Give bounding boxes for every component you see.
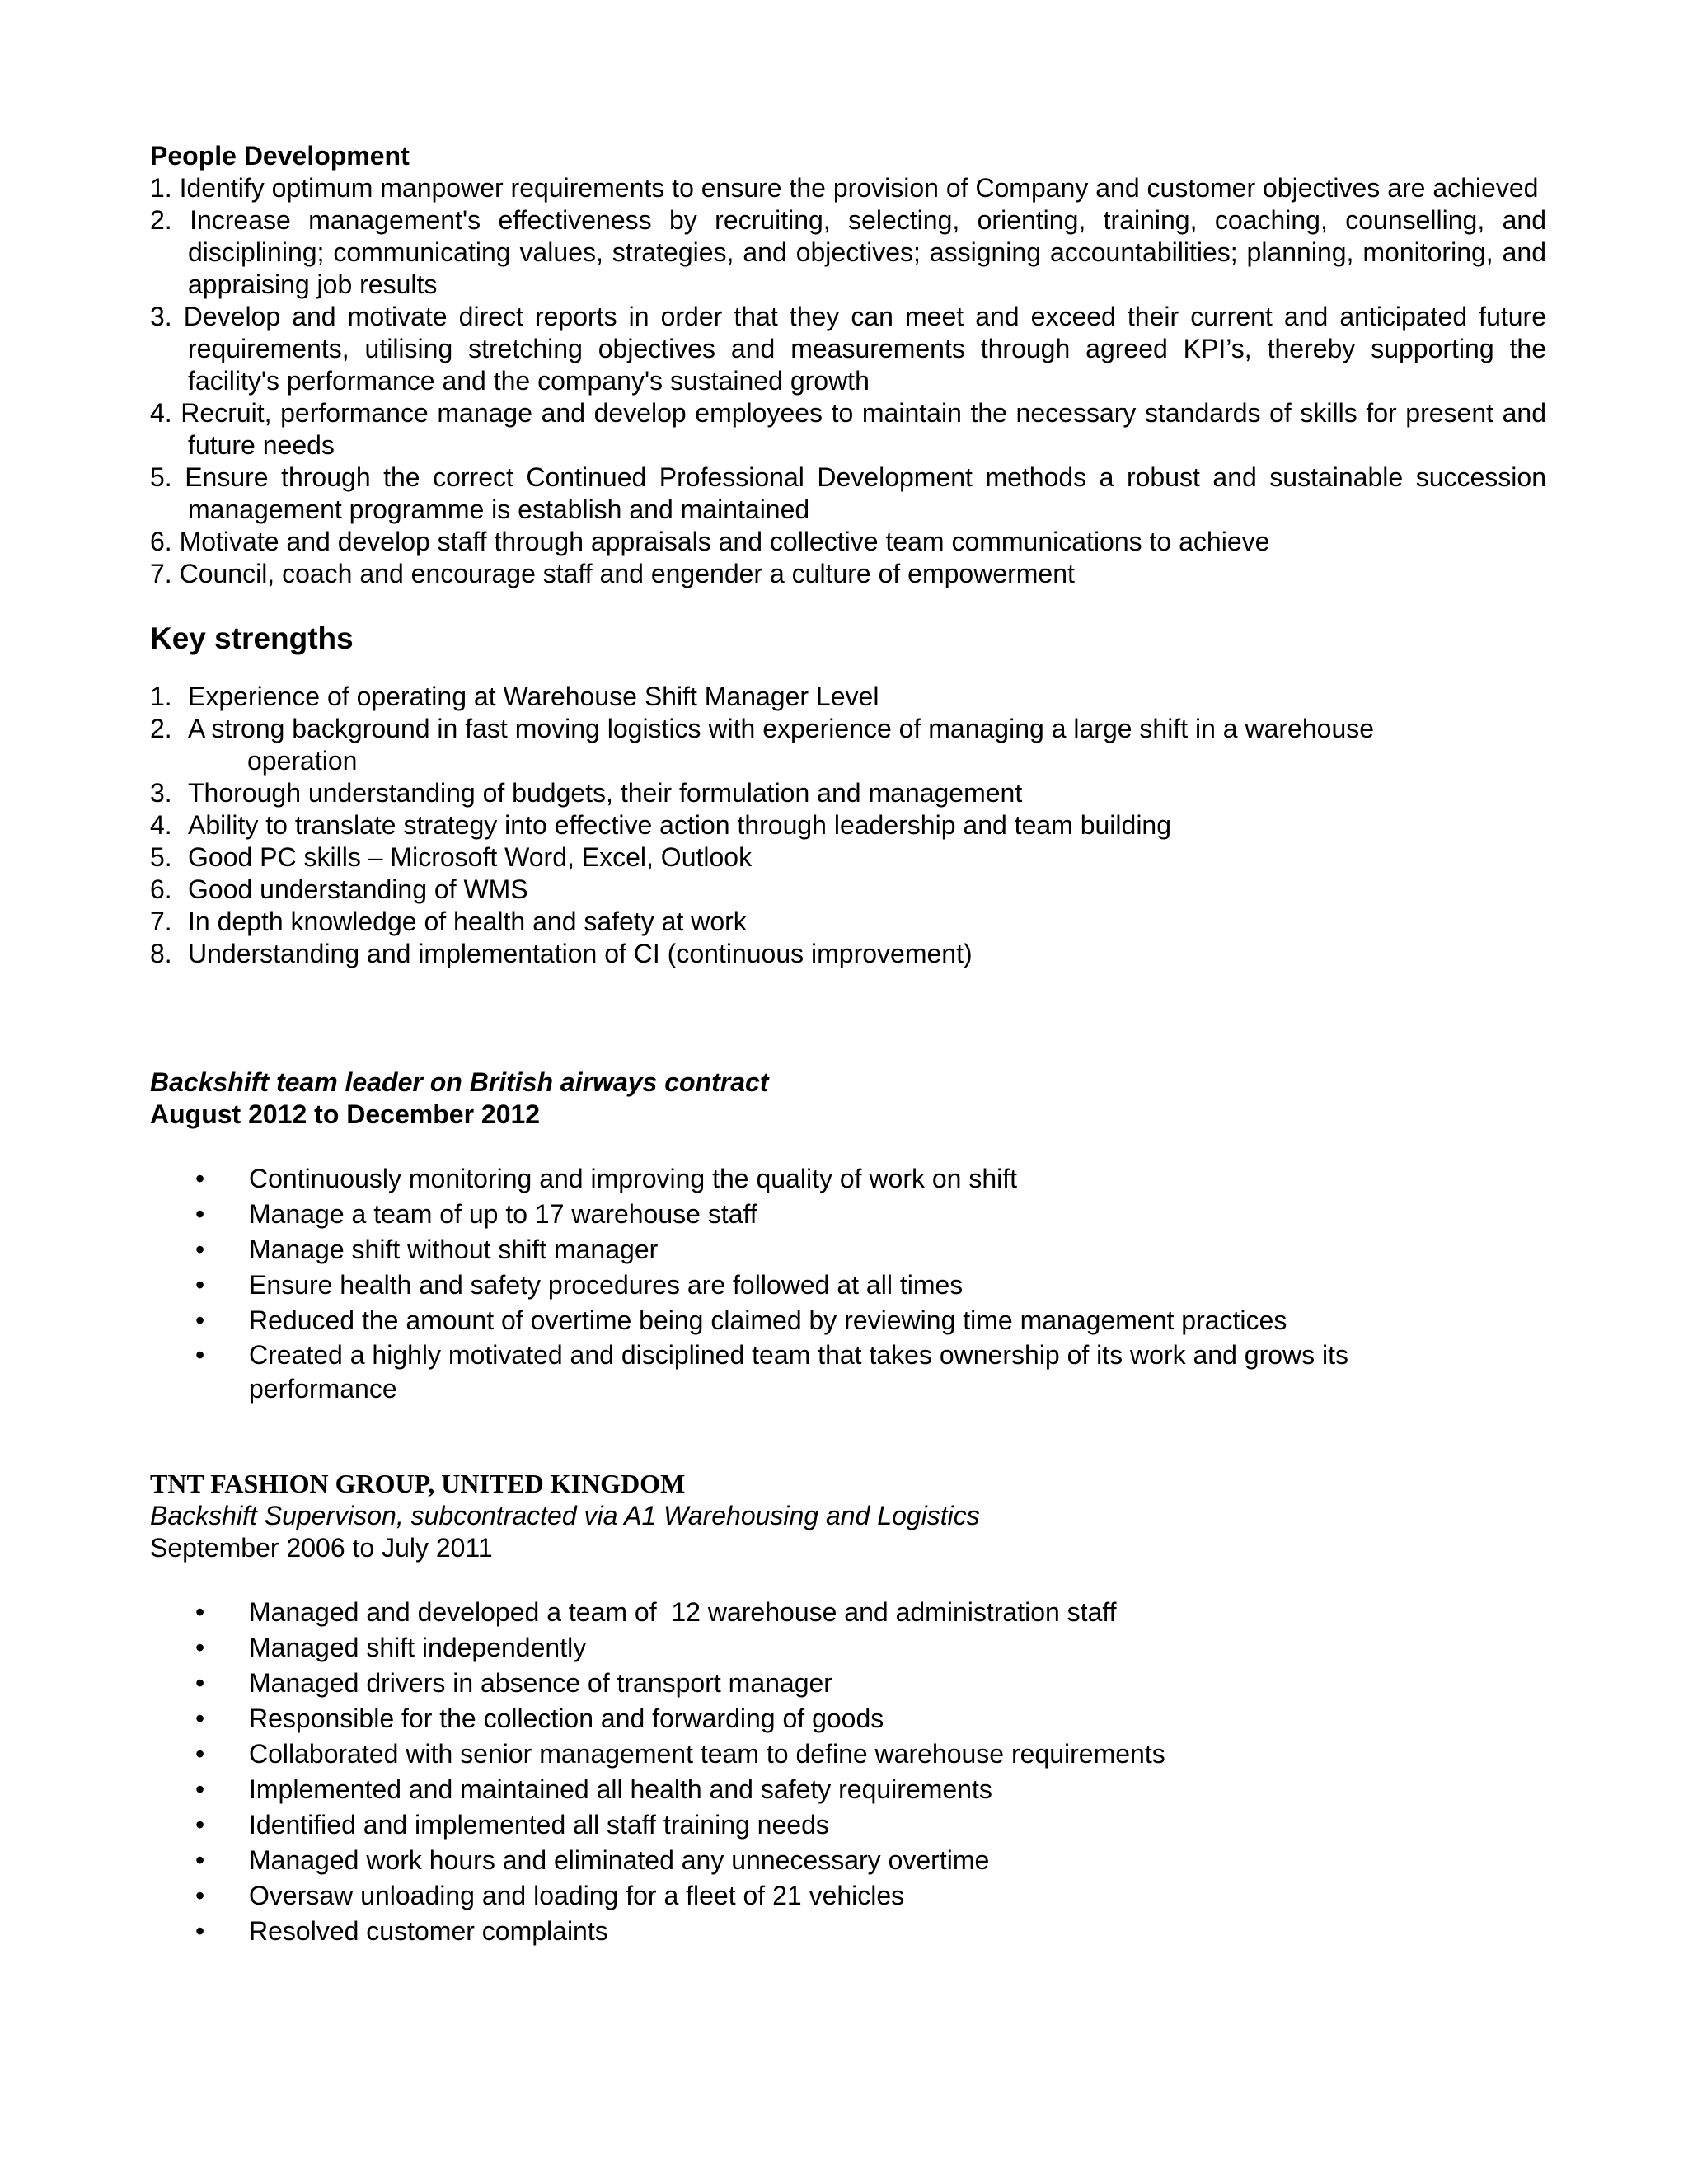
item-text: Managed shift independently xyxy=(249,1633,587,1662)
bullet-icon: • xyxy=(195,1270,205,1300)
item-number: 1. xyxy=(150,682,172,711)
list-item: 5. Ensure through the correct Continued Professional Development methods a robust and sustainable succession management programme is establish and maintained xyxy=(150,462,1546,524)
item-text: Oversaw unloading and loading for a fleet of 21 vehicles xyxy=(249,1881,905,1910)
job-dates: September 2006 to July 2011 xyxy=(150,1533,493,1563)
item-number: 5. xyxy=(150,842,172,872)
list-item xyxy=(150,1630,1546,1666)
item-text: A strong background in fast moving logistics with experience of managing a large shift in a warehouse xyxy=(188,714,1375,743)
list-item xyxy=(150,1772,1546,1807)
list-item xyxy=(150,1595,1546,1630)
job-backshift-team-leader xyxy=(150,1066,1546,1406)
bullet-icon: • xyxy=(195,1774,205,1804)
list-item: 4. Recruit, performance manage and develop employees to maintain the necessary standards of skills for present and future needs xyxy=(150,398,1546,460)
item-text: Experience of operating at Warehouse Shift Manager Level xyxy=(188,682,879,711)
item-text: Collaborated with senior management team to define warehouse requirements xyxy=(249,1739,1165,1769)
item-text: Resolved customer complaints xyxy=(249,1916,608,1946)
job-title: Backshift team leader on British airways contract xyxy=(150,1067,769,1097)
list-item xyxy=(150,841,1546,874)
item-text: Understanding and implementation of CI (continuous improvement) xyxy=(188,939,973,968)
list-item xyxy=(150,938,1546,970)
list-item xyxy=(150,1303,1546,1338)
bullet-icon: • xyxy=(195,1668,205,1698)
list-item xyxy=(150,906,1546,938)
item-text: In depth knowledge of health and safety at work xyxy=(188,907,747,936)
item-text: Identified and implemented all staff training needs xyxy=(249,1810,829,1840)
list-item xyxy=(150,1197,1546,1232)
bullet-icon: • xyxy=(195,1235,205,1264)
bullet-icon: • xyxy=(195,1597,205,1627)
bullet-icon: • xyxy=(195,1916,205,1946)
bullet-icon: • xyxy=(195,1199,205,1229)
item-text: Created a highly motivated and disciplined team that takes ownership of its work and grows its performance xyxy=(249,1340,1349,1404)
item-number: 2. xyxy=(150,714,172,743)
bullet-icon: • xyxy=(195,1340,205,1370)
bullet-icon: • xyxy=(195,1633,205,1662)
item-text: Managed drivers in absence of transport manager xyxy=(249,1668,832,1698)
item-number: 8. xyxy=(150,939,172,968)
item-number: 6. xyxy=(150,874,172,904)
item-text: Ensure health and safety procedures are followed at all times xyxy=(249,1270,964,1300)
list-item xyxy=(150,1878,1546,1914)
list-item xyxy=(150,1843,1546,1878)
bullet-icon: • xyxy=(195,1810,205,1840)
people-development-heading: People Development xyxy=(150,141,410,171)
people-development-list xyxy=(150,172,1546,590)
list-item: 3. Develop and motivate direct reports in order that they can meet and exceed their current and anticipated future requirements, utilising stretching objectives and measurements through agreed KPI’s, thereby supporting the facility's performance and the company's sustained growth xyxy=(150,302,1546,396)
job2-bullet-list xyxy=(150,1595,1546,1949)
company-name: TNT FASHION GROUP, UNITED KINGDOM xyxy=(150,1469,686,1498)
item-text: Good PC skills – Microsoft Word, Excel, Outlook xyxy=(188,842,753,872)
list-item xyxy=(150,1701,1546,1736)
item-text: Managed and developed a team of 12 warehouse and administration staff xyxy=(249,1597,1117,1627)
list-item xyxy=(150,1736,1546,1772)
item-number: 7. xyxy=(150,907,172,936)
list-item xyxy=(150,809,1546,841)
list-item: 1. Identify optimum manpower requirements to ensure the provision of Company and customer objectives are achieved xyxy=(150,173,1539,203)
list-item xyxy=(150,681,1546,713)
item-text: Continuously monitoring and improving the quality of work on shift xyxy=(249,1164,1018,1193)
list-item: 2. Increase management's effectiveness by recruiting, selecting, orienting, training, coaching, counselling, and disciplining; communicating values, strategies, and objectives; assigning accountabilities; planning, monitoring, and appraising job results xyxy=(150,205,1546,299)
list-item xyxy=(150,713,1546,777)
list-item xyxy=(150,1338,1546,1406)
job1-bullet-list xyxy=(150,1161,1546,1406)
item-text: Implemented and maintained all health and safety requirements xyxy=(249,1774,992,1804)
item-number: 3. xyxy=(150,778,172,808)
item-text: Manage shift without shift manager xyxy=(249,1235,659,1264)
job-dates: August 2012 to December 2012 xyxy=(150,1099,541,1129)
job-role: Backshift Supervison, subcontracted via A1 Warehousing and Logistics xyxy=(150,1501,980,1530)
list-item xyxy=(150,777,1546,809)
list-item xyxy=(150,1161,1546,1197)
item-text: Manage a team of up to 17 warehouse staff xyxy=(249,1199,757,1229)
job-tnt-fashion-group xyxy=(150,1468,1546,1949)
bullet-icon: • xyxy=(195,1739,205,1769)
list-item xyxy=(150,1914,1546,1949)
list-item xyxy=(150,1268,1546,1303)
item-number: 4. xyxy=(150,810,172,840)
bullet-icon: • xyxy=(195,1845,205,1875)
item-text: Good understanding of WMS xyxy=(188,874,528,904)
item-text: Managed work hours and eliminated any unnecessary overtime xyxy=(249,1845,990,1875)
list-item: 7. Council, coach and encourage staff and engender a culture of empowerment xyxy=(150,559,1075,588)
item-text: Thorough understanding of budgets, their formulation and management xyxy=(188,778,1023,808)
item-text-continued: operation xyxy=(247,746,358,776)
people-development-section xyxy=(150,140,1546,590)
list-item xyxy=(150,1807,1546,1843)
document-page xyxy=(150,140,1546,1949)
bullet-icon: • xyxy=(195,1881,205,1910)
list-item: 6. Motivate and develop staff through appraisals and collective team communications to achieve xyxy=(150,527,1270,556)
list-item xyxy=(150,1666,1546,1701)
key-strengths-heading: Key strengths xyxy=(150,621,354,655)
bullet-icon: • xyxy=(195,1164,205,1193)
key-strengths-section xyxy=(150,621,1546,970)
item-text: Responsible for the collection and forwarding of goods xyxy=(249,1704,884,1733)
list-item xyxy=(150,1232,1546,1268)
item-text: Reduced the amount of overtime being claimed by reviewing time management practices xyxy=(249,1305,1287,1335)
item-text: Ability to translate strategy into effective action through leadership and team building xyxy=(188,810,1172,840)
bullet-icon: • xyxy=(195,1704,205,1733)
list-item xyxy=(150,874,1546,906)
key-strengths-list xyxy=(150,681,1546,970)
bullet-icon: • xyxy=(195,1305,205,1335)
